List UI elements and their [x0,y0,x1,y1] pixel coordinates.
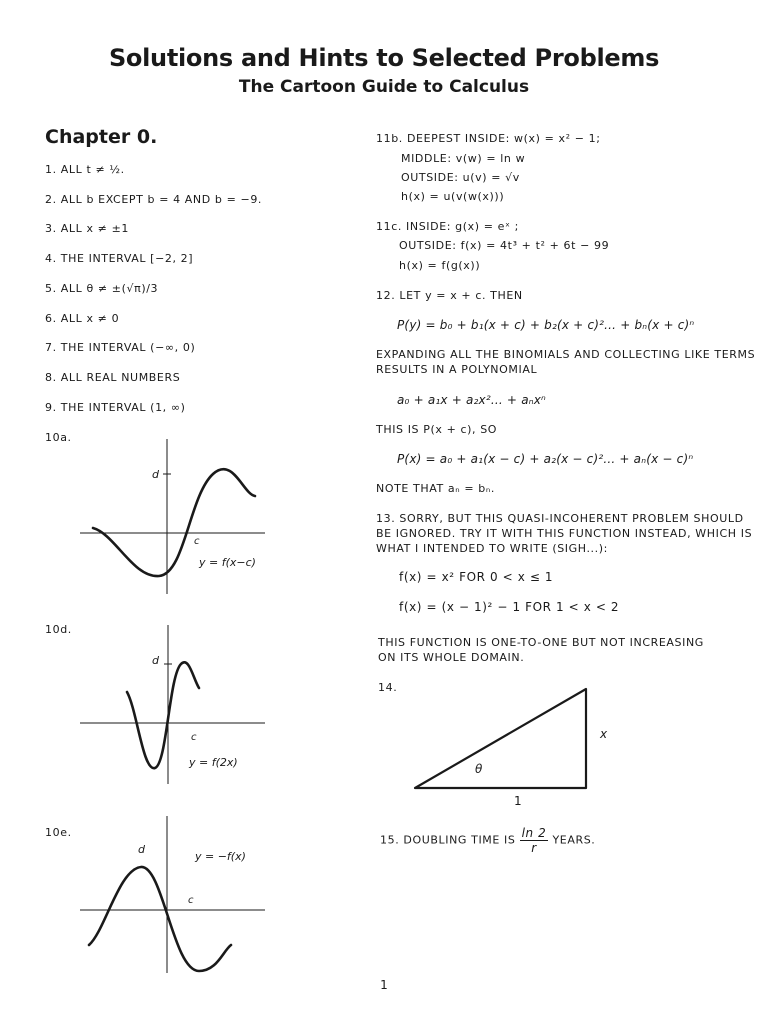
answer-12-eq-2: a₀ + a₁x + a₂x²... + aₙxⁿ [397,393,547,407]
triangle-shape [415,689,586,788]
triangle-angle-theta: θ [475,762,483,776]
triangle-diagram [405,682,620,812]
answer-11c-line-3: h(x) = f(g(x)) [399,259,481,272]
page-title: Solutions and Hints to Selected Problems [108,44,660,72]
graph-10d [75,622,275,787]
answer-15-suffix: YEARS. [552,833,596,847]
chapter-heading: Chapter 0. [45,126,158,148]
answer-12-text-2: RESULTS IN A POLYNOMIAL [376,363,538,376]
answer-4: 4. THE INTERVAL [−2, 2] [45,252,194,265]
answer-12-eq-3: P(x) = a₀ + a₁(x − c) + a₂(x − c)²... + aₙ(x − c)ⁿ [397,452,694,466]
answer-12-text-3: THIS IS P(x + c), SO [376,423,498,436]
answer-11b-line-1: 11b. DEEPEST INSIDE: w(x) = x² − 1; [376,132,601,145]
answer-13-eq-2: f(x) = (x − 1)² − 1 FOR 1 < x < 2 [399,600,620,614]
graph-10a-d-label: d [152,468,159,481]
doubling-time-fraction [520,826,549,855]
answer-13-eq-1: f(x) = x² FOR 0 < x ≤ 1 [399,570,554,584]
fraction-denominator: r [531,841,537,855]
graph-10e-c-label: c [188,895,194,906]
graph-10a-equation: y = f(x−c) [199,556,256,569]
answer-11c-line-2: OUTSIDE: f(x) = 4t³ + t² + 6t − 99 [399,239,610,252]
answer-13-line-3: WHAT I INTENDED TO WRITE (SIGH...): [376,542,608,555]
graph-10a [75,436,275,596]
answer-12-intro: 12. LET y = x + c. THEN [376,289,523,302]
graph-10e [75,813,275,978]
answer-8: 8. ALL REAL NUMBERS [45,371,181,384]
answer-13-line-2: BE IGNORED. TRY IT WITH THIS FUNCTION INSTEAD, WHICH IS [376,527,753,540]
graph-10d-label: 10d. [45,623,72,636]
graph-10a-c-label: c [194,536,200,547]
answer-11c-line-1: 11c. INSIDE: g(x) = eˣ ; [376,220,519,233]
answer-15-prefix: 15. DOUBLING TIME IS [380,833,516,847]
graph-10e-equation: y = −f(x) [195,850,246,863]
answer-11b-line-4: h(x) = u(v(w(x))) [401,190,505,203]
graph-10e-curve [89,867,231,971]
answer-13-note-2: ON ITS WHOLE DOMAIN. [378,651,525,664]
graph-10e-label: 10e. [45,826,72,839]
answer-1: 1. ALL t ≠ ½. [45,163,125,176]
graph-10d-curve [127,662,199,768]
answer-2: 2. ALL b EXCEPT b = 4 AND b = −9. [45,193,263,206]
answer-3: 3. ALL x ≠ ±1 [45,222,130,235]
answer-12-eq-1: P(y) = b₀ + b₁(x + c) + b₂(x + c)²... + bₙ(x + c)ⁿ [397,318,695,332]
graph-10e-d-label: d [138,843,145,856]
fraction-numerator: ln 2 [521,826,547,840]
answer-12-text-1: EXPANDING ALL THE BINOMIALS AND COLLECTING LIKE TERMS [376,348,756,361]
answer-14-label: 14. [378,681,398,694]
page-number: 1 [380,978,388,992]
triangle-base-1: 1 [514,794,522,808]
answer-11b-line-3: OUTSIDE: u(v) = √v [401,171,520,184]
answer-15 [380,826,595,855]
answer-9: 9. THE INTERVAL (1, ∞) [45,401,186,414]
answer-5: 5. ALL θ ≠ ±(√π)/3 [45,282,159,295]
graph-10a-label: 10a. [45,431,72,444]
graph-10d-c-label: c [191,732,197,743]
answer-6: 6. ALL x ≠ 0 [45,312,120,325]
graph-10d-equation: y = f(2x) [189,756,238,769]
triangle-side-x: x [600,727,608,741]
answer-11b-line-2: MIDDLE: v(w) = ln w [401,152,526,165]
answer-13-line-1: 13. SORRY, BUT THIS QUASI-INCOHERENT PROBLEM SHOULD [376,512,744,525]
answer-7: 7. THE INTERVAL (−∞, 0) [45,341,196,354]
answer-13-note-1: THIS FUNCTION IS ONE-TO-ONE BUT NOT INCREASING [378,636,704,649]
graph-10d-d-label: d [152,654,159,667]
answer-12-text-4: NOTE THAT aₙ = bₙ. [376,482,495,495]
page-subtitle: The Cartoon Guide to Calculus [238,77,530,97]
